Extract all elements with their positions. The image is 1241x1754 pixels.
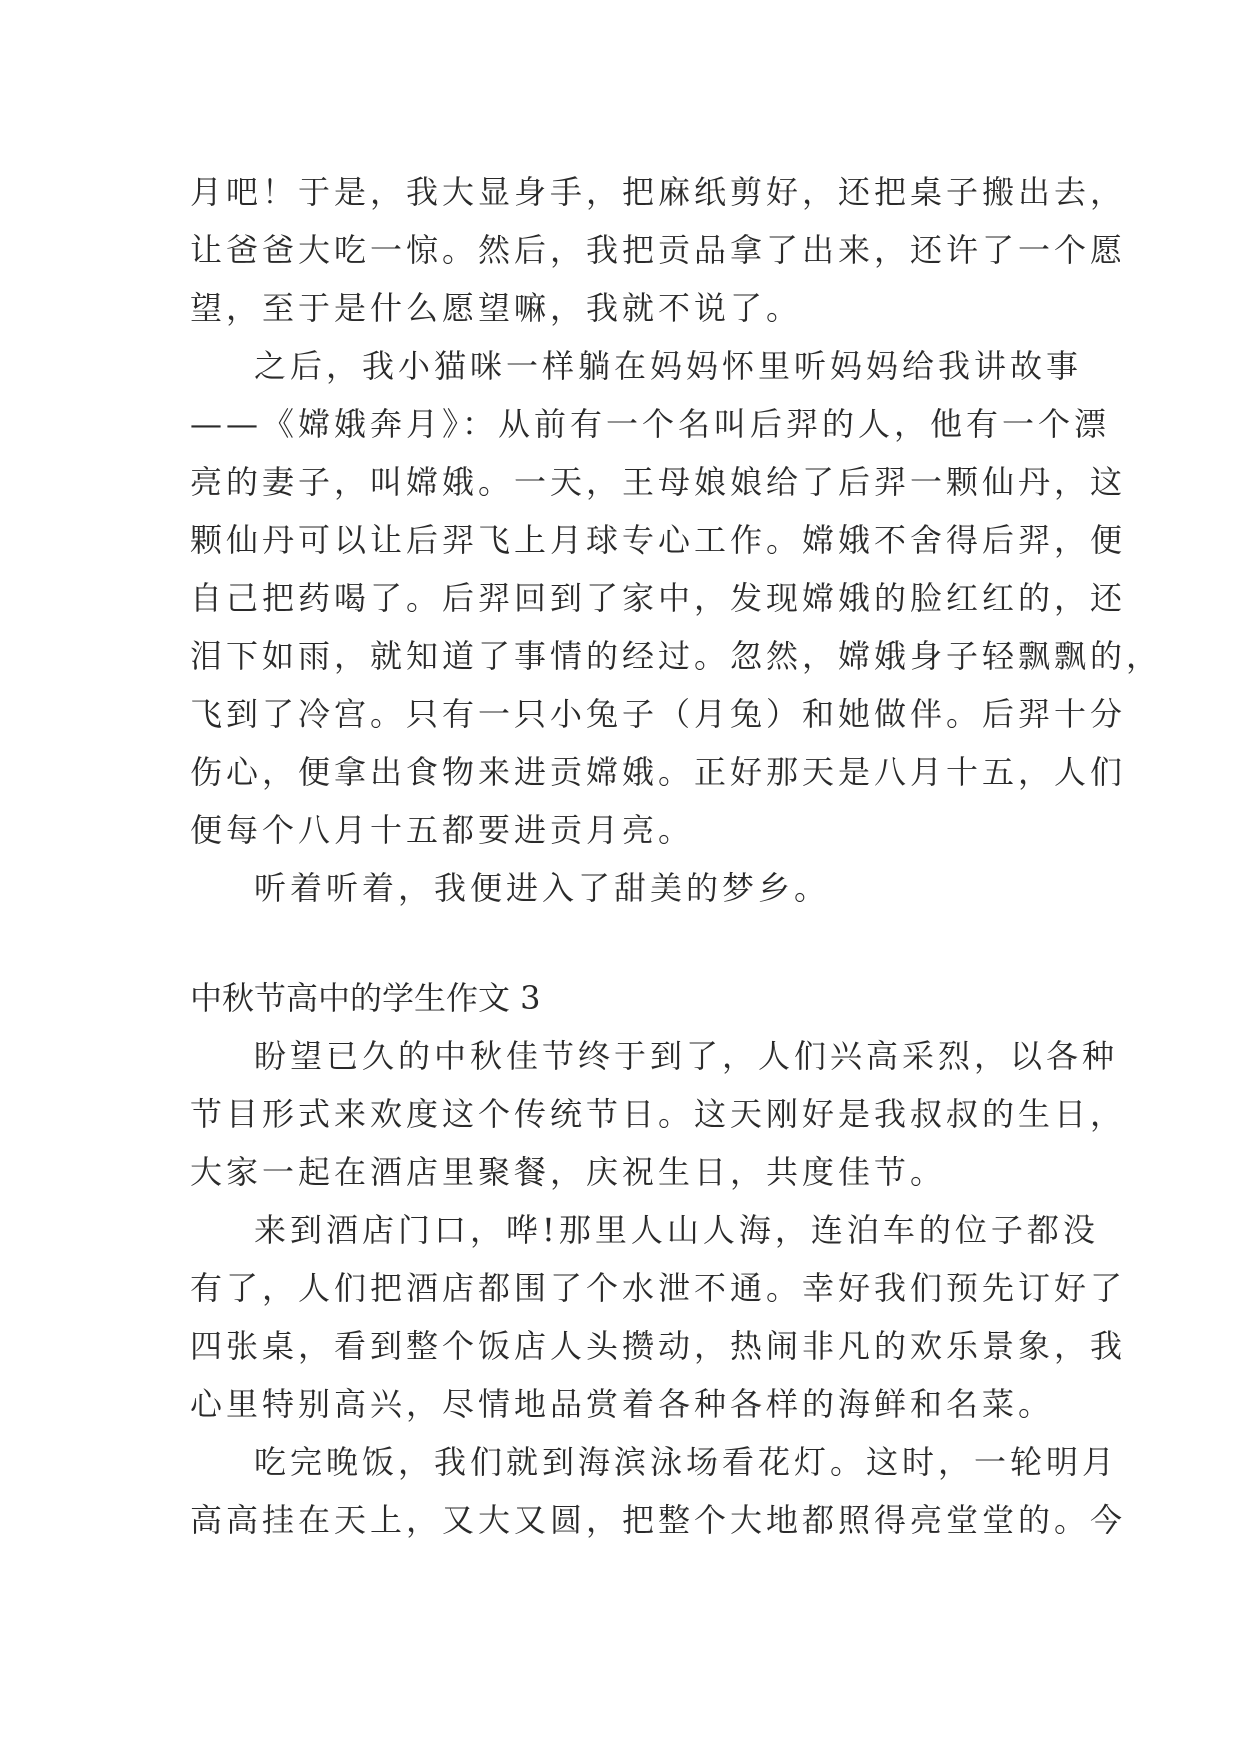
text-line: 有了，人们把酒店都围了个水泄不通。幸好我们预先订好了 <box>190 1269 1127 1307</box>
text-line: 心里特别高兴，尽情地品赏着各种各样的海鲜和名菜。 <box>190 1385 1055 1423</box>
text-line: 自己把药喝了。后羿回到了家中，发现嫦娥的脸红红的，还 <box>190 579 1127 617</box>
text-line: 泪下如雨，就知道了事情的经过。忽然，嫦娥身子轻飘飘的， <box>190 637 1163 675</box>
paragraph-first-line: 听着听着，我便进入了甜美的梦乡。 <box>254 869 831 907</box>
text-line: 让爸爸大吃一惊。然后，我把贡品拿了出来，还许了一个愿 <box>190 231 1127 269</box>
text-line: 飞到了冷宫。只有一只小兔子（月兔）和她做伴。后羿十分 <box>190 695 1127 733</box>
paragraph-first-line: 盼望已久的中秋佳节终于到了，人们兴高采烈，以各种 <box>254 1037 1119 1075</box>
text-line: 望，至于是什么愿望嘛，我就不说了。 <box>190 289 803 327</box>
section-heading: 中秋节高中的学生作文 3 <box>190 979 541 1017</box>
text-line: 四张桌，看到整个饭店人头攒动，热闹非凡的欢乐景象，我 <box>190 1327 1127 1365</box>
text-line: 高高挂在天上，又大又圆，把整个大地都照得亮堂堂的。今 <box>190 1501 1127 1539</box>
text-line: 颗仙丹可以让后羿飞上月球专心工作。嫦娥不舍得后羿，便 <box>190 521 1127 559</box>
paragraph-first-line: 之后，我小猫咪一样躺在妈妈怀里听妈妈给我讲故事 <box>254 347 1083 385</box>
paragraph-first-line: 来到酒店门口，哗!那里人山人海，连泊车的位子都没 <box>254 1211 1099 1249</box>
text-line: 月吧！于是，我大显身手，把麻纸剪好，还把桌子搬出去， <box>190 173 1127 211</box>
text-line: 节目形式来欢度这个传统节日。这天刚好是我叔叔的生日， <box>190 1095 1127 1133</box>
text-line: 大家一起在酒店里聚餐，庆祝生日，共度佳节。 <box>190 1153 947 1191</box>
text-line: 便每个八月十五都要进贡月亮。 <box>190 811 695 849</box>
text-line: 伤心，便拿出食物来进贡嫦娥。正好那天是八月十五，人们 <box>190 753 1127 791</box>
text-line: 亮的妻子，叫嫦娥。一天，王母娘娘给了后羿一颗仙丹，这 <box>190 463 1127 501</box>
paragraph-first-line: 吃完晚饭，我们就到海滨泳场看花灯。这时，一轮明月 <box>254 1443 1119 1481</box>
text-line: ——《嫦娥奔月》：从前有一个名叫后羿的人，他有一个漂 <box>190 405 1111 443</box>
